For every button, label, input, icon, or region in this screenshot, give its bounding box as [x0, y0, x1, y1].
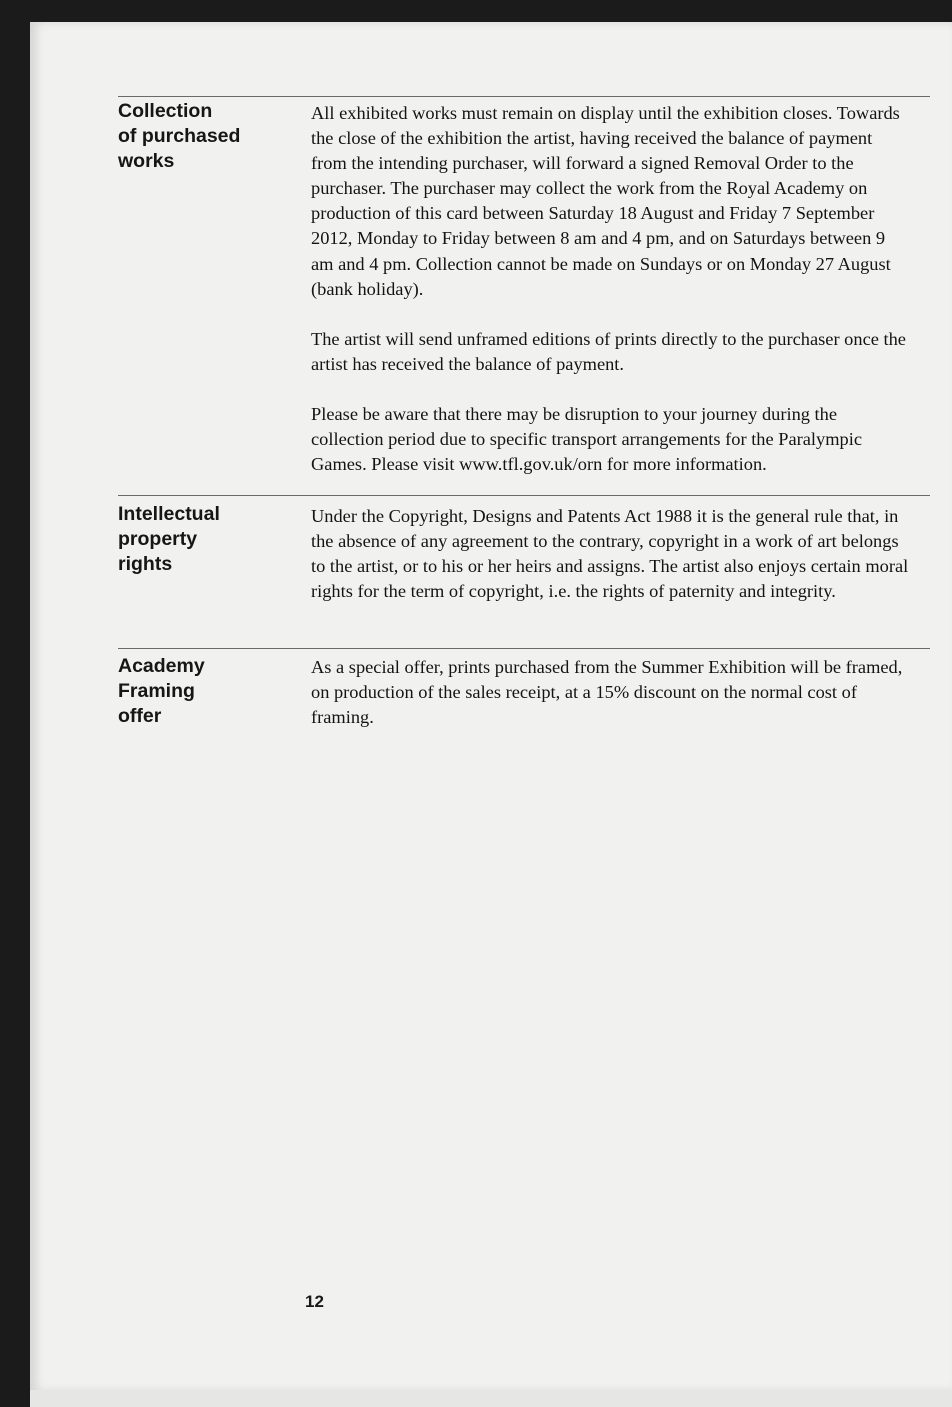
page-number: 12	[305, 1292, 324, 1311]
section-heading: Collection of purchased works	[118, 100, 241, 172]
section-body	[311, 504, 911, 604]
section-collection-of-purchased-works	[118, 96, 930, 475]
paragraph: Under the Copyright, Designs and Patents Act 1988 it is the general rule that, in the absence of any agreement to the contrary, copyright in a work of art belongs to the artist, or to his or her heirs and assigns. The artist also enjoys certain moral rights for the term of copyright, i.e. the rights of paternity and integrity.	[311, 506, 909, 602]
paragraph: All exhibited works must remain on display until the exhibition closes. Towards the close of the exhibition the artist, having received the balance of payment from the intending purchaser, will forward a signed Removal Order to the purchaser. The purchaser may collect the work from the Royal Academy on production of this card between Saturday 18 August and Friday 7 September 2012, Monday to Friday between 8 am and 4 pm, and on Saturdays between 9 am and 4 pm. Collection cannot be made on Sundays or on Monday 27 August (bank holiday).	[311, 103, 900, 299]
section-heading: Intellectual property rights	[118, 503, 220, 575]
paragraph: As a special offer, prints purchased from the Summer Exhibition will be framed, on production of the sales receipt, at a 15% discount on the normal cost of framing.	[311, 657, 903, 728]
section-heading: Academy Framing offer	[118, 655, 205, 727]
paragraph: The artist will send unframed editions of prints directly to the purchaser once the artist has received the balance of payment.	[311, 328, 906, 374]
section-academy-framing-offer	[118, 648, 930, 728]
section-body	[311, 101, 911, 477]
section-body	[311, 655, 911, 730]
paragraph: Please be aware that there may be disruption to your journey during the collection period due to specific transport arrangements for the Paralympic Games. Please visit www.tfl.gov.uk/orn for more information.	[311, 403, 863, 475]
page-edge	[30, 1390, 952, 1407]
section-intellectual-property-rights	[118, 495, 930, 602]
